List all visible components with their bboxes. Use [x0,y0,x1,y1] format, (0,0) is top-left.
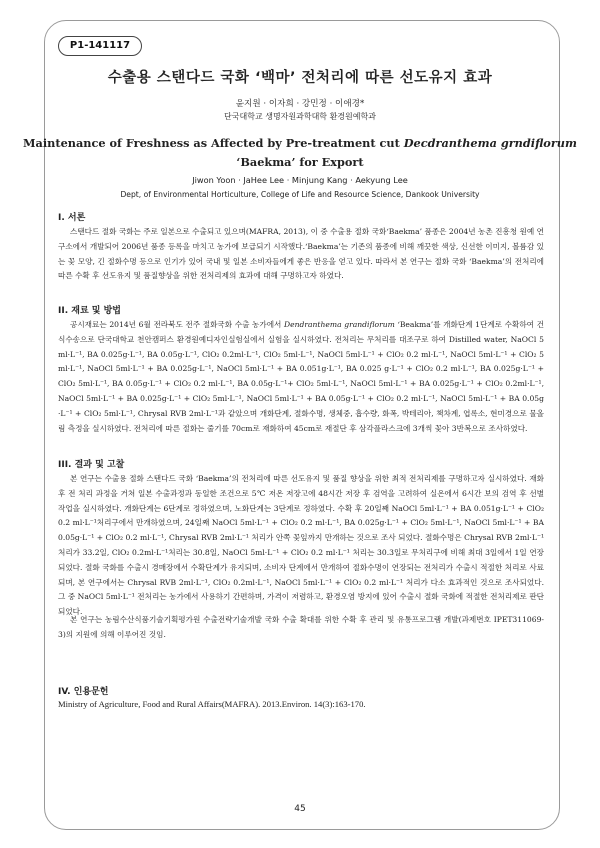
intro-paragraph: 스탠다드 절화 국화는 주로 일본으로 수출되고 있으며(MAFRA, 2013), 이 중 수출용 절화 국화‘Baekma’ 품종은 2004년 농촌 진흥청 원예 연구소에서 개발되어 2006년 품종 등록을 마치고 농가에 보급되기 시작했다.‘Baekma’는 기존의 품종에 비해 깨끗한 색상, 신선한 이미지, 볼륨감 있는 꽃 모양, 긴 절화수명 등으로 인기가 있어 국내 및 일본 소비자들에게 좋은 반응을 얻고 있다. 따라서 본 연구는 절화 국화 ‘Baekma’의 전처리에 따른 수확 후 선도유지 및 품질향상을 위한 전처리제의 효과에 대해 구명하고자 하였다. [58,227,544,281]
acknowledgement-paragraph: 본 연구는 농림수산식품기술기획평가원 수출전략기술개발 국화 수출 확대를 위한 수확 후 관리 및 유통프로그램 개발(과제번호 IPET311069-3)의 지원에 의해 이루어진 것임. [58,615,544,639]
page-number: 45 [294,804,306,814]
methods-text-before: 공시재료는 2014년 6월 전라북도 전주 절화국화 수출 농가에서 [70,320,285,329]
section-heading-results: III. 결과 및 고찰 [58,460,125,470]
affiliation-english: Dept, of Environmental Horticulture, College of Life and Resource Science, Dankook University [120,190,480,199]
section-heading-methods: II. 재료 및 방법 [58,306,121,316]
methods-species-name: Dendranthema grandiflorum [284,320,395,329]
title-english [0,134,600,172]
title-english-part1: Maintenance of Freshness as Affected by Pre-treatment cut [23,136,400,150]
section-heading-references: IV. 인용문헌 [58,687,109,697]
methods-paragraph [58,318,544,436]
authors-english: Jiwon Yoon · JaHee Lee · Minjung Kang · Aekyung Lee [192,175,408,185]
poster-id-badge: P1-141117 [58,36,142,56]
section-heading-intro: I. 서론 [58,213,86,223]
reference-entry: Ministry of Agriculture, Food and Rural Affairs(MAFRA). 2013.Environ. 14(3):163-170. [58,699,366,709]
title-english-part2: ‘Baekma’ for Export [236,155,364,169]
results-paragraph: 본 연구는 수출용 절화 스탠다드 국화 ‘Baekma’의 전처리에 따른 선도유지 및 품질 향상을 위한 최적 전처리제를 구명하고자 실시하였다. 재화 후 전 처리 과정을 거쳐 일본 수출과정과 동일한 조건으로 5℃ 저온 저장고에 48시간 저장 후 검역을 고려하여 실온에서 6시간 보의 검역 후 선별 작업을 실시하였다. 개화단계는 6단계로 정하였으며, 노화단계는 3단계로 정하였다. 수확 후 20일째 NaOCl 5ml·L⁻¹ + BA 0.051g·L⁻¹ + ClO₂ 0.2 ml·L⁻¹처리구에서 만개하였으며, 24일째 NaOCl 5ml·L⁻¹ + ClO₂ 0.2 ml·L⁻¹, BA 0.025g·L⁻¹ + ClO₂ 5ml·L⁻¹, NaOCl 5ml·L⁻¹ + BA 0.05g·L⁻¹ + ClO₂ 0.2 ml·L⁻¹, Chrysal RVB 2ml·L⁻¹ 처리가 안쪽 꽃잎까지 만개하는 것으로 조사 되었다. 절화수명은 Chrysal RVB 2ml·L⁻¹ 처리가 33.2일, ClO₂ 0.2ml·L⁻¹처리는 30.8일, NaOCl 5ml·L⁻¹ + ClO₂ 0.2 ml·L⁻¹ 처리는 30.3일로 무처리구에 비해 최대 3일에서 1일 연장되었다. 절화 국화를 수출시 경매장에서 수확단계가 유지되며, 소비자 단계에서 만개하여 절화수명이 연장되는 전처리가 수출시 적절한 처리로 사료되며, 본 연구에서는 Chrysal RVB 2ml·L⁻¹, ClO₂ 0.2ml·L⁻¹, NaOCl 5ml·L⁻¹ + ClO₂ 0.2 ml·L⁻¹ 처리가 다소 효과적인 것으로 조사되었다. 그 중 NaOCl 5ml·L⁻¹ 전처리는 농가에서 사용하기 간편하며, 가격이 저렴하고, 환경오염 방지에 있어 수출시 절화 국화에 적절한 전처리제로 판단되었다. [58,474,544,617]
methods-text-after: ‘Beakma’를 개화단계 1단계로 수확하여 건식수송으로 단국대학교 천안캠퍼스 환경원예디자인실험실에서 실험을 실시하였다. 전처리는 무처리를 대조구로 하여 Distilled water, NaOCl 5ml·L⁻¹, BA 0.025g·L⁻¹, BA 0.05g·L⁻¹, ClO₂ 0.2ml·L⁻¹, ClO₂ 5ml·L⁻¹, NaOCl 5ml·L⁻¹ + ClO₂ 0.2 ml·L⁻¹, NaOCl 5ml·L⁻¹ + ClO₂ 5ml·L⁻¹, NaOCl 5ml·L⁻¹ + BA 0.025g·L⁻¹, NaOCl 5ml·L⁻¹ + BA 0.051g·L⁻¹, BA 0.025 g·L⁻¹ + ClO₂ 0.2 ml·L⁻¹, BA 0.025g·L⁻¹ + ClO₂ 5ml·L⁻¹, BA 0.05g·L⁻¹ + ClO₂ 0.2 ml·L⁻¹, BA 0.05g·L⁻¹+ ClO₂ 5ml·L⁻¹, NaOCl 5ml·L⁻¹ + BA 0.025g·L⁻¹ + ClO₂ 0.2ml·L⁻¹, NaOCl 5ml·L⁻¹ + BA 0.025g·L⁻¹ + ClO₂ 5ml·L⁻¹, NaOCl 5ml·L⁻¹ + BA 0.05g·L⁻¹ + ClO₂ 0.2 ml·L⁻¹, NaOCl 5ml·L⁻¹ + BA 0.05g·L⁻¹ + ClO₂ 5ml·L⁻¹, Chrysal RVB 2ml·L⁻¹과 같았으며 개화단계, 절화수명, 생체중, 흡수량, 화폭, 박테리아, 책차계, 엽록소, 현미경으로 물올림 측정을 실시하였다. 전처리에 따른 절화는 줄기를 70cm로 재화하여 45cm로 재절단 후 삼각플라스크에 3개씩 꽃아 3반복으로 조사하였다. [58,320,544,433]
authors-korean: 윤지원 · 이자희 · 강민정 · 이애경* [235,99,365,109]
affiliation-korean: 단국대학교 생명자원과학대학 환경원예학과 [224,112,376,121]
title-english-species: Decdranthema grndiflorum [403,136,577,150]
title-korean: 수출용 스탠다드 국화 ‘백마’ 전처리에 따른 선도유지 효과 [107,70,493,86]
